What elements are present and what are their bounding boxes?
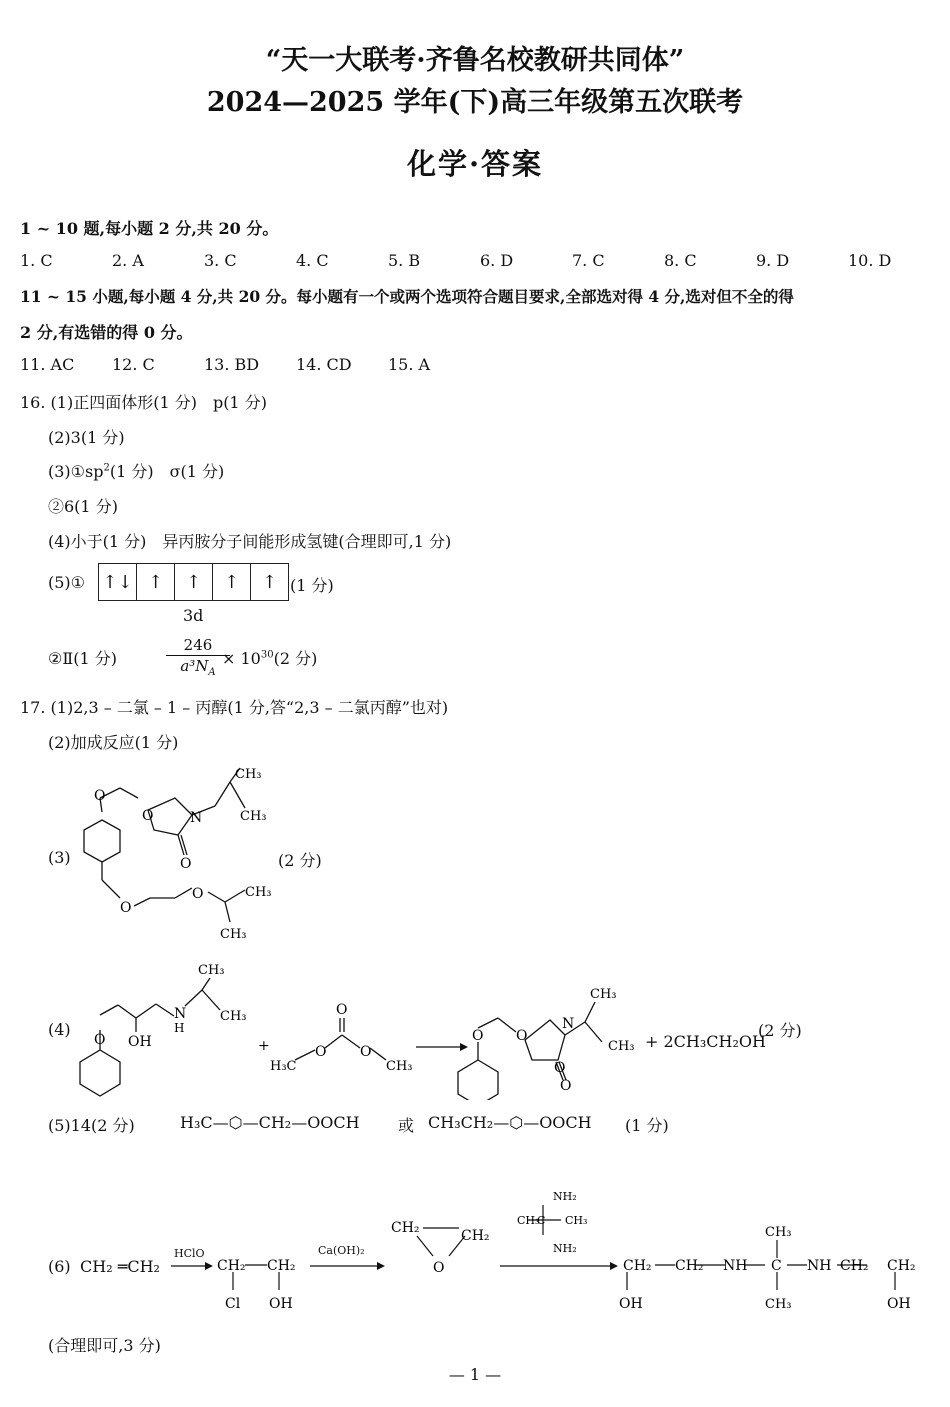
subject-title: 化学·答案 — [406, 147, 544, 181]
q16-part3 — [48, 459, 224, 482]
q16-part5b-score: (2 分) — [273, 649, 318, 668]
svg-text:NH₂: NH₂ — [553, 1242, 577, 1255]
answer-5: 5. B — [388, 251, 421, 270]
svg-text:NH: NH — [723, 1258, 748, 1274]
q16-part1: 16. (1)正四面体形(1 分) p(1 分) — [20, 393, 267, 412]
q17-part5-or: 或 — [398, 1116, 415, 1135]
svg-text:H: H — [174, 1021, 185, 1035]
svg-text:H₃C: H₃C — [270, 1059, 297, 1074]
svg-text:+: + — [258, 1038, 270, 1054]
orbital-box-5: ↑ — [261, 571, 278, 593]
section2-answers — [20, 355, 480, 374]
density-power — [222, 646, 317, 669]
svg-text:O: O — [472, 1028, 484, 1044]
svg-text:O: O — [360, 1044, 372, 1060]
svg-text:CH₃: CH₃ — [590, 987, 617, 1002]
q16-part4: (4)小于(1 分) 异丙胺分子间能形成氢键(合理即可,1 分) — [48, 532, 452, 551]
svg-text:CH₃: CH₃ — [386, 1059, 413, 1074]
svg-text:N: N — [190, 810, 203, 826]
svg-text:CH₃: CH₃ — [765, 1297, 792, 1312]
title-line-1: “天一大联考·齐鲁名校教研共同体” — [265, 45, 685, 76]
q17-part1: 17. (1)2,3 – 二氯 – 1 – 丙醇(1 分,答“2,3 – 二氯丙醇”也对) — [20, 698, 449, 717]
svg-text:CH₃: CH₃ — [235, 767, 262, 782]
answer-12: 12. C — [112, 355, 155, 374]
answer-9: 9. D — [756, 251, 790, 270]
svg-text:O: O — [433, 1260, 445, 1276]
orbital-box-3: ↑ — [175, 564, 213, 600]
svg-text:O: O — [315, 1044, 327, 1060]
answer-4: 4. C — [296, 251, 329, 270]
svg-text:C: C — [771, 1258, 782, 1274]
svg-text:O: O — [560, 1078, 572, 1094]
q17-part4-reaction — [70, 960, 790, 1100]
svg-text:CH₃: CH₃ — [198, 963, 225, 978]
section2-intro-2: 2 分,有选错的得 0 分。 — [20, 323, 193, 342]
title-line-2: 2024—2025 学年(下)高三年级第五次联考 — [206, 87, 744, 118]
svg-text:O: O — [142, 808, 154, 824]
svg-text:CH₂: CH₂ — [675, 1258, 704, 1274]
q17-part6-start: CH₂ ═CH₂ — [80, 1257, 160, 1276]
svg-text:Cl: Cl — [225, 1296, 241, 1312]
fraction-denominator-sub: A — [208, 667, 216, 678]
svg-text:O: O — [192, 886, 204, 902]
q17-part6-label: (6) — [48, 1257, 71, 1276]
q17-part2: (2)加成反应(1 分) — [48, 733, 179, 752]
times-ten: × 10 — [222, 649, 261, 668]
svg-text:CH₃: CH₃ — [240, 809, 267, 824]
orbital-diagram — [98, 563, 289, 601]
q17-part6-note: (合理即可,3 分) — [48, 1336, 161, 1355]
q16-p3b: (1 分) σ(1 分) — [109, 462, 225, 481]
answer-1: 1. C — [20, 251, 53, 270]
q16-part5b-label: ②Ⅱ(1 分) — [48, 649, 117, 668]
q17-part5-score: (1 分) — [625, 1116, 669, 1135]
q17-part3-score: (2 分) — [278, 851, 322, 870]
svg-text:CH₃: CH₃ — [245, 885, 272, 900]
orbital-label: 3d — [183, 606, 204, 625]
svg-text:CH₂: CH₂ — [461, 1228, 490, 1244]
q17-part5-label: (5)14(2 分) — [48, 1116, 135, 1135]
q17-part4-score: (2 分) — [758, 1021, 802, 1040]
svg-text:O: O — [516, 1028, 528, 1044]
svg-text:CH₃: CH₃ — [517, 1214, 540, 1227]
svg-text:N: N — [562, 1016, 575, 1032]
answer-14: 14. CD — [296, 355, 352, 374]
svg-text:CH₃: CH₃ — [608, 1039, 635, 1054]
svg-text:CH₂: CH₂ — [623, 1258, 652, 1274]
svg-text:O: O — [180, 856, 192, 872]
q16-p3-sup: 2 — [103, 462, 110, 474]
answer-8: 8. C — [664, 251, 697, 270]
svg-text:O: O — [94, 788, 106, 804]
svg-text:O: O — [554, 1060, 566, 1076]
fraction-numerator: 246 — [183, 636, 213, 654]
svg-text:NH₂: NH₂ — [553, 1190, 577, 1203]
q16-part5-score: (1 分) — [290, 576, 334, 595]
q17-part3-label: (3) — [48, 848, 71, 867]
q16-part3b: ②6(1 分) — [48, 497, 118, 516]
q17-part4-label: (4) — [48, 1020, 71, 1039]
q17-part5-isomer-2: CH₃CH₂—⬡—OOCH — [428, 1113, 592, 1132]
q16-p3a: (3)①sp — [48, 462, 104, 481]
svg-text:O: O — [336, 1002, 348, 1018]
svg-text:N: N — [174, 1006, 187, 1022]
section1-intro: 1 ~ 10 题,每小题 2 分,共 20 分。 — [20, 219, 279, 238]
svg-text:CH₃: CH₃ — [220, 1009, 247, 1024]
q17-part3-structure — [80, 760, 300, 950]
q17-part5-isomer-1: H₃C—⬡—CH₂—OOCH — [180, 1113, 360, 1132]
q16-part5-label: (5)① — [48, 573, 86, 592]
answer-11: 11. AC — [20, 355, 75, 374]
answer-6: 6. D — [480, 251, 514, 270]
svg-text:CH₃: CH₃ — [220, 927, 247, 942]
svg-text:OH: OH — [128, 1034, 152, 1050]
svg-text:CH₂: CH₂ — [887, 1258, 916, 1274]
svg-text:OH: OH — [887, 1296, 911, 1312]
reagent-1: HClO — [174, 1247, 205, 1260]
svg-text:CH₂: CH₂ — [267, 1258, 296, 1274]
svg-text:CH₃: CH₃ — [565, 1214, 588, 1227]
answer-2: 2. A — [112, 251, 144, 270]
orbital-box-1: ↑↓ — [99, 564, 137, 600]
answer-10: 10. D — [848, 251, 892, 270]
q17-part6-route — [165, 1180, 945, 1320]
page-number: — 1 — — [448, 1365, 502, 1384]
section2-intro-1: 11 ~ 15 小题,每小题 4 分,共 20 分。每小题有一个或两个选项符合题目要求,全部选对得 4 分,选对但不全的得 — [20, 287, 794, 306]
answer-3: 3. C — [204, 251, 237, 270]
svg-text:O: O — [120, 900, 132, 916]
q16-part2: (2)3(1 分) — [48, 428, 125, 447]
svg-text:CH₂: CH₂ — [217, 1258, 246, 1274]
svg-text:CH₂: CH₂ — [391, 1220, 420, 1236]
answer-7: 7. C — [572, 251, 605, 270]
svg-text:CH₂: CH₂ — [840, 1258, 869, 1274]
svg-text:NH: NH — [807, 1258, 832, 1274]
orbital-box-4: ↑ — [213, 564, 251, 600]
q17-part4-product: + 2CH₃CH₂OH — [645, 1032, 766, 1051]
svg-text:C: C — [537, 1214, 546, 1227]
fraction-denominator: a³N — [180, 657, 209, 675]
svg-text:OH: OH — [269, 1296, 293, 1312]
svg-text:OH: OH — [619, 1296, 643, 1312]
svg-text:CH₃: CH₃ — [765, 1225, 792, 1240]
answer-13: 13. BD — [204, 355, 260, 374]
reagent-2: Ca(OH)₂ — [318, 1244, 365, 1257]
answer-15: 15. A — [388, 355, 431, 374]
power-exp: 30 — [260, 649, 274, 661]
svg-text:O: O — [94, 1032, 106, 1048]
orbital-box-2: ↑ — [137, 564, 175, 600]
section1-answers — [20, 251, 930, 270]
